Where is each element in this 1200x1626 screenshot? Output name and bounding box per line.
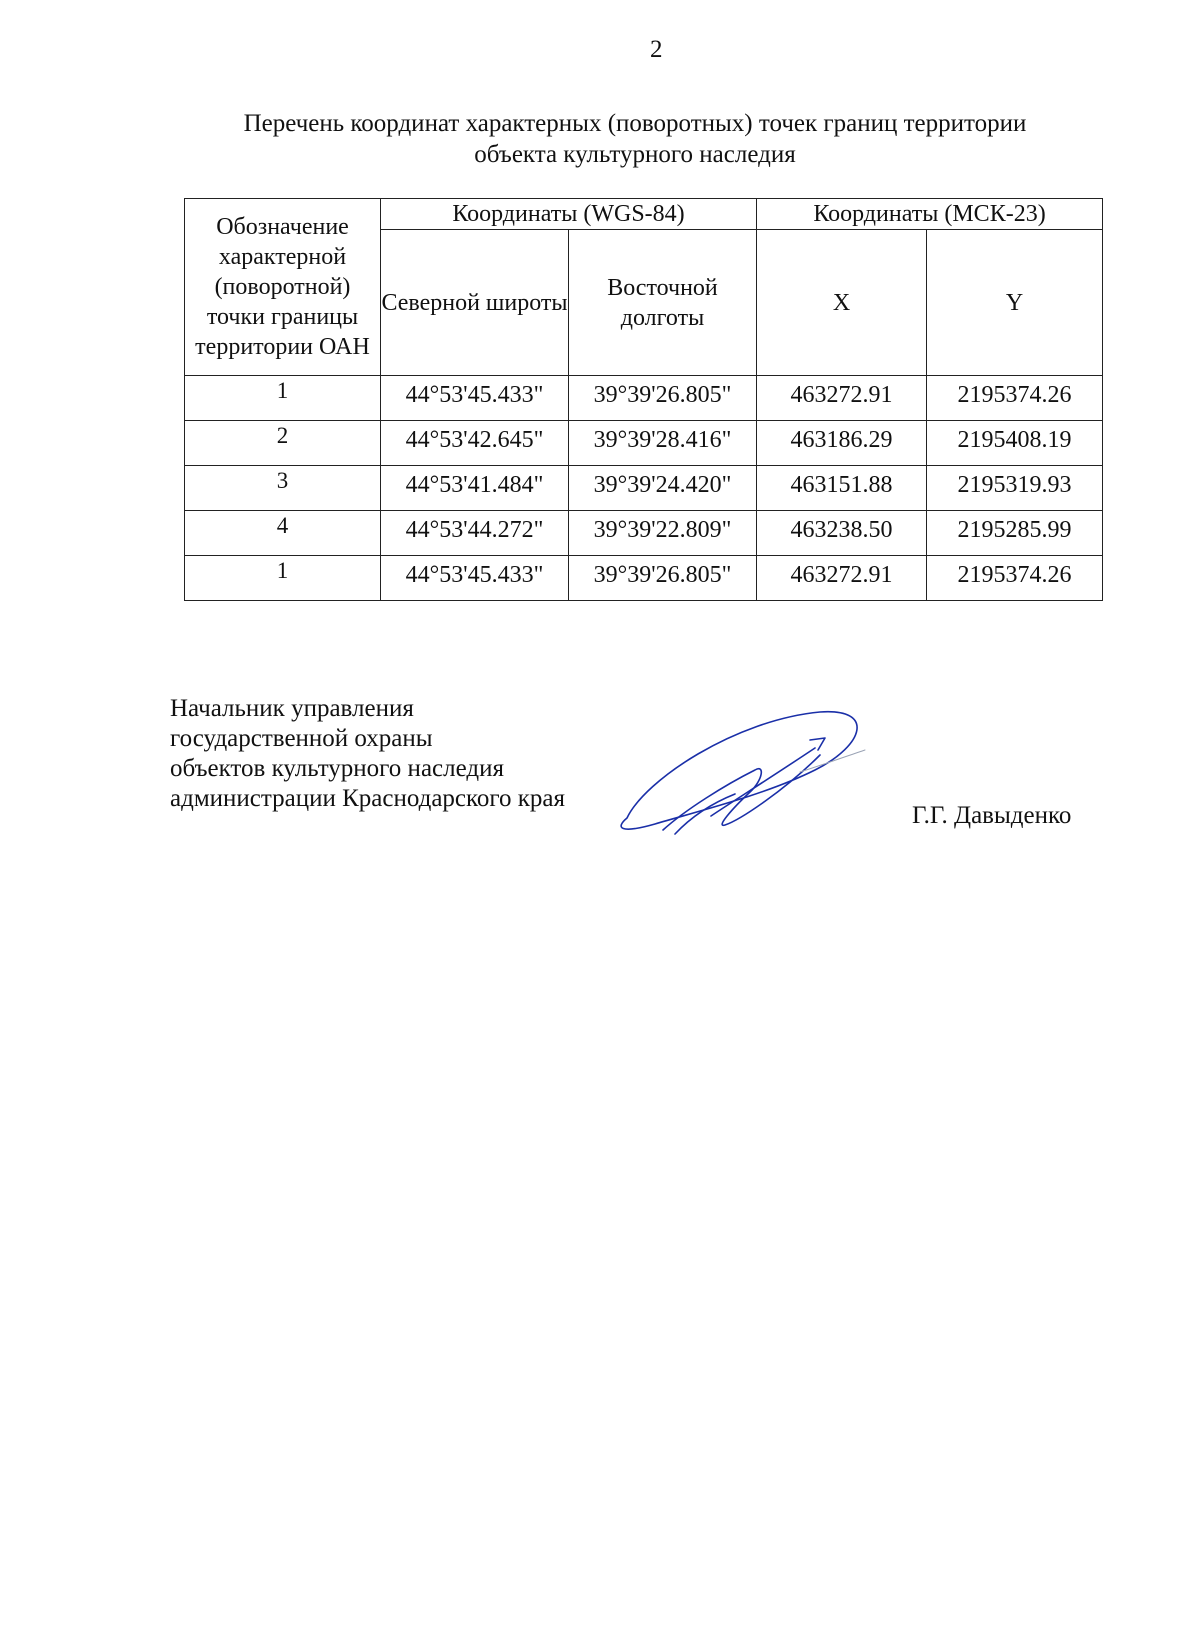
cell-point: 2 — [185, 421, 381, 466]
position-line: администрации Краснодарского края — [170, 785, 566, 812]
position-line: Начальник управления — [170, 695, 414, 722]
cell-point: 3 — [185, 466, 381, 511]
coordinates-table — [184, 198, 1103, 601]
cell-y: 2195408.19 — [927, 421, 1103, 466]
position-line: объектов культурного наследия — [170, 755, 504, 782]
signatory-position — [170, 694, 565, 814]
page-number: 2 — [650, 36, 663, 63]
table-row — [185, 556, 1103, 601]
cell-point: 4 — [185, 511, 381, 556]
table-row — [185, 511, 1103, 556]
document-title — [170, 108, 1100, 170]
cell-x: 463151.88 — [757, 466, 927, 511]
cell-x: 463272.91 — [757, 556, 927, 601]
handwritten-signature — [615, 700, 885, 850]
cell-longitude: 39°39'28.416" — [569, 421, 757, 466]
title-line-1: Перечень координат характерных (поворотных) точек границ территории — [243, 110, 1027, 137]
header-point-designation: Обозначение характерной (поворотной) точки границы территории ОАН — [185, 199, 381, 376]
signer-name: Г.Г. Давыденко — [912, 802, 1072, 829]
cell-y: 2195374.26 — [927, 556, 1103, 601]
cell-latitude: 44°53'45.433" — [381, 376, 569, 421]
header-msk23-group: Координаты (МСК-23) — [757, 199, 1103, 230]
cell-latitude: 44°53'42.645" — [381, 421, 569, 466]
header-x: X — [757, 230, 927, 376]
cell-point: 1 — [185, 376, 381, 421]
header-east-longitude: Восточной долготы — [569, 230, 757, 376]
table-row — [185, 376, 1103, 421]
cell-longitude: 39°39'22.809" — [569, 511, 757, 556]
header-wgs84-group: Координаты (WGS-84) — [381, 199, 757, 230]
header-north-latitude: Северной широты — [381, 230, 569, 376]
cell-latitude: 44°53'41.484" — [381, 466, 569, 511]
cell-y: 2195285.99 — [927, 511, 1103, 556]
cell-x: 463186.29 — [757, 421, 927, 466]
table-row — [185, 421, 1103, 466]
position-line: государственной охраны — [170, 725, 433, 752]
cell-x: 463238.50 — [757, 511, 927, 556]
cell-y: 2195374.26 — [927, 376, 1103, 421]
cell-y: 2195319.93 — [927, 466, 1103, 511]
cell-longitude: 39°39'24.420" — [569, 466, 757, 511]
title-line-2: объекта культурного наследия — [474, 141, 796, 168]
cell-x: 463272.91 — [757, 376, 927, 421]
header-y: Y — [927, 230, 1103, 376]
cell-point: 1 — [185, 556, 381, 601]
cell-longitude: 39°39'26.805" — [569, 376, 757, 421]
cell-latitude: 44°53'44.272" — [381, 511, 569, 556]
cell-longitude: 39°39'26.805" — [569, 556, 757, 601]
table-row — [185, 466, 1103, 511]
cell-latitude: 44°53'45.433" — [381, 556, 569, 601]
